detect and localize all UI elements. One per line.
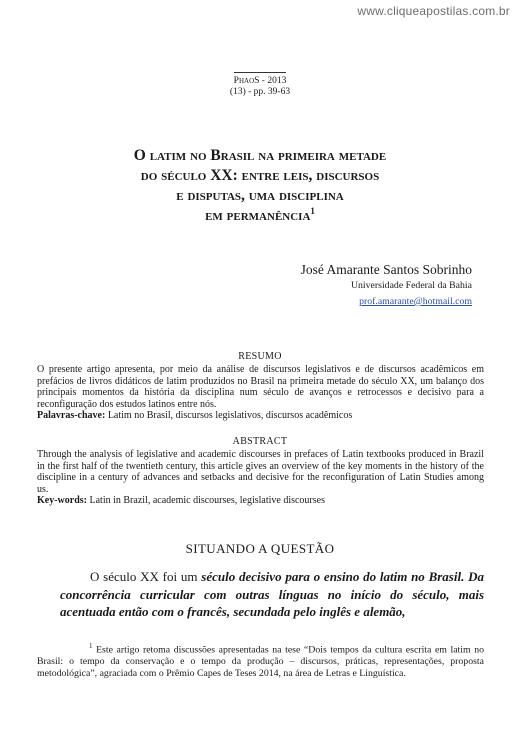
body-plain-text: O século XX foi um [90,569,202,584]
footnote [37,640,484,680]
resumo-label: RESUMO [238,351,282,362]
footnote-text: Este artigo retoma discussões apresentadas na tese “Dois tempos da cultura escrita em latim no Brasil: o tempo da conservação e o tempo da produção – discursos, práticas, representações, proposta metodológica”, agraciada com o Prêmio Capes de Teses 2014, na área de Letras e Linguística. [37,644,484,680]
journal-pages: (13) - pp. 39-63 [229,87,291,97]
abstract-keywords: Latin in Brazil, academic discourses, legislative discourses [87,495,325,507]
title-line-4-text: em permanência [205,207,311,224]
author-email-link[interactable]: prof.amarante@hotmail.com [359,296,472,307]
resumo-keywords-label: Palavras-chave: [37,410,106,422]
title-line-3: e disputas, uma disciplina [176,187,344,204]
title-line-2: do século XX: entre leis, discursos [140,167,380,184]
title-line-4 [60,206,460,226]
abstract-keywords-label: Key-words: [37,495,87,507]
resumo-block [37,364,484,422]
journal-rule [234,72,286,73]
body-emphasis-text: século decisivo para o ensino do latim no Brasil. Da concorrência curricular com outras línguas no início do século, mais acentuada então com o francês, secundada pelo inglês e alemão, [60,569,484,619]
author-affiliation: Universidade Federal da Bahia [350,280,472,291]
section-heading: SITUANDO A QUESTÃO [185,541,335,556]
footnote-mark: 1 [89,642,93,650]
abstract-text: Through the analysis of legislative and academic discourses in prefaces of Latin textbooks produced in Brazil in the first half of the twentieth century, this article gives an overview of the key moments in the history of the discipline in a century of advances and setbacks and decisive for the reconfiguration of Latin Studies among us. [37,449,484,495]
section-body [60,568,484,621]
abstract-label: ABSTRACT [232,436,288,447]
resumo-text: O presente artigo apresenta, por meio da análise de discursos legislativos e de discursos acadêmicos em prefácios de livros didáticos de latim produzidos no Brasil na primeira metade do século XX, um balanço dos principais momentos da história da disciplina num século de avanços e retrocessos e decisivo para a reconfiguração dos estudos latinos entre nós. [37,364,484,410]
title-footnote-mark[interactable]: 1 [310,205,315,216]
title-line-1: O latim no Brasil na primeira metade [133,147,387,164]
article-title [60,146,460,226]
author-name: José Amarante Santos Sobrinho [300,262,472,277]
resumo-keywords: Latim no Brasil, discursos legislativos, discursos acadêmicos [105,410,353,422]
journal-name: PhaoS - 2013 [233,76,287,86]
abstract-block [37,449,484,507]
watermark: www.cliqueapostilas.com.br [357,4,510,18]
journal-info [0,72,520,98]
